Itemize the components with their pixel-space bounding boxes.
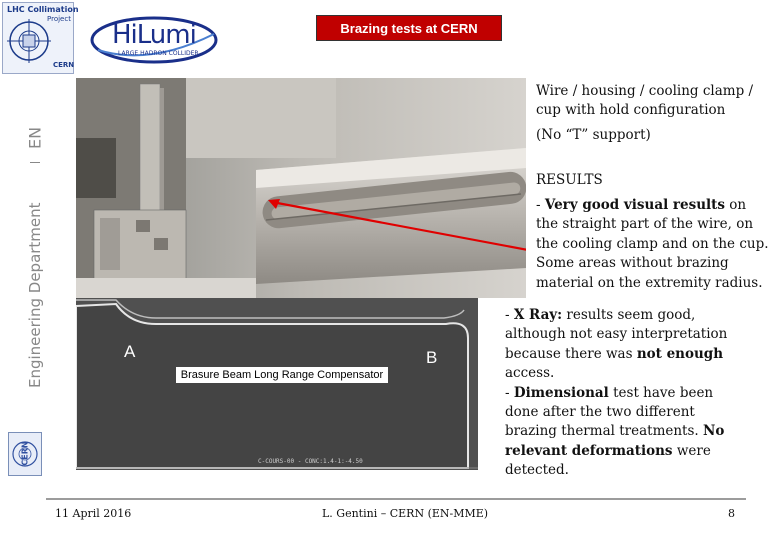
dimensional-rest: test have been done after the two different brazing thermal treatments.	[505, 384, 714, 440]
visual-results-rest: on the straight part of the wire, on the cooling clamp and on the cup. Some areas without brazing material on the extremity radius.	[536, 197, 769, 291]
no-support-text: (No “T” support)	[536, 127, 651, 143]
visual-results-bold: Very good visual results	[544, 197, 725, 213]
section-caption: Brasure Beam Long Range Compensator	[176, 367, 388, 383]
brazing-photo-illustration	[76, 78, 526, 298]
en-label: EN	[25, 126, 45, 150]
section-label-a: A	[124, 342, 136, 361]
lhc-collimation-logo	[2, 2, 79, 74]
configuration-text: Wire / housing / cooling clamp / cup with hold configuration	[536, 83, 754, 119]
dimensional-prefix: -	[505, 384, 514, 401]
lhc-logo-line2: Project	[47, 15, 71, 23]
xray-bold: X Ray:	[513, 307, 563, 323]
section-label-b: B	[426, 348, 438, 367]
brazing-assembly-photo	[76, 78, 526, 298]
footer-divider	[46, 498, 746, 500]
hilumi-logo-subtitle: LARGE HADRON COLLIDER	[118, 50, 199, 57]
section-footer-text: C-COURS-00 - CONC:1.4-1:-4.50	[258, 458, 363, 465]
results-heading: RESULTS	[536, 172, 603, 188]
xray-bold2: not enough	[636, 345, 724, 362]
visual-results-text	[536, 196, 772, 293]
hilumi-logo-word: HiLumi	[112, 20, 196, 50]
footer-author: L. Gentini – CERN (EN-MME)	[322, 507, 489, 520]
cern-logo	[8, 432, 42, 476]
department-label: Engineering Department	[26, 202, 44, 388]
dimensional-bold: Dimensional	[513, 384, 609, 401]
en-separator	[30, 162, 40, 163]
visual-results-prefix: -	[536, 197, 545, 213]
lhc-logo-line1: LHC Collimation	[7, 5, 79, 14]
cross-section-outline	[76, 298, 478, 470]
footer-date: 11 April 2016	[55, 507, 132, 520]
lhc-logo-line3: CERN	[53, 61, 75, 69]
collimator-emblem-icon	[7, 19, 51, 63]
slide-title: Brazing tests at CERN	[316, 15, 502, 41]
cern-logo-text: CERN	[20, 441, 30, 466]
xray-rest2: access.	[505, 365, 555, 382]
xray-and-dimensional-text	[505, 306, 745, 481]
xray-rest: results seem good, although not easy interpretation because there was	[505, 307, 728, 362]
xray-cross-section-image	[76, 298, 478, 470]
page-number: 8	[728, 507, 735, 520]
dimensional-bold2: No relevant deformations	[505, 423, 725, 459]
hilumi-logo	[90, 14, 220, 66]
dimensional-rest2: were detected.	[505, 442, 711, 479]
xray-prefix: -	[505, 307, 514, 323]
